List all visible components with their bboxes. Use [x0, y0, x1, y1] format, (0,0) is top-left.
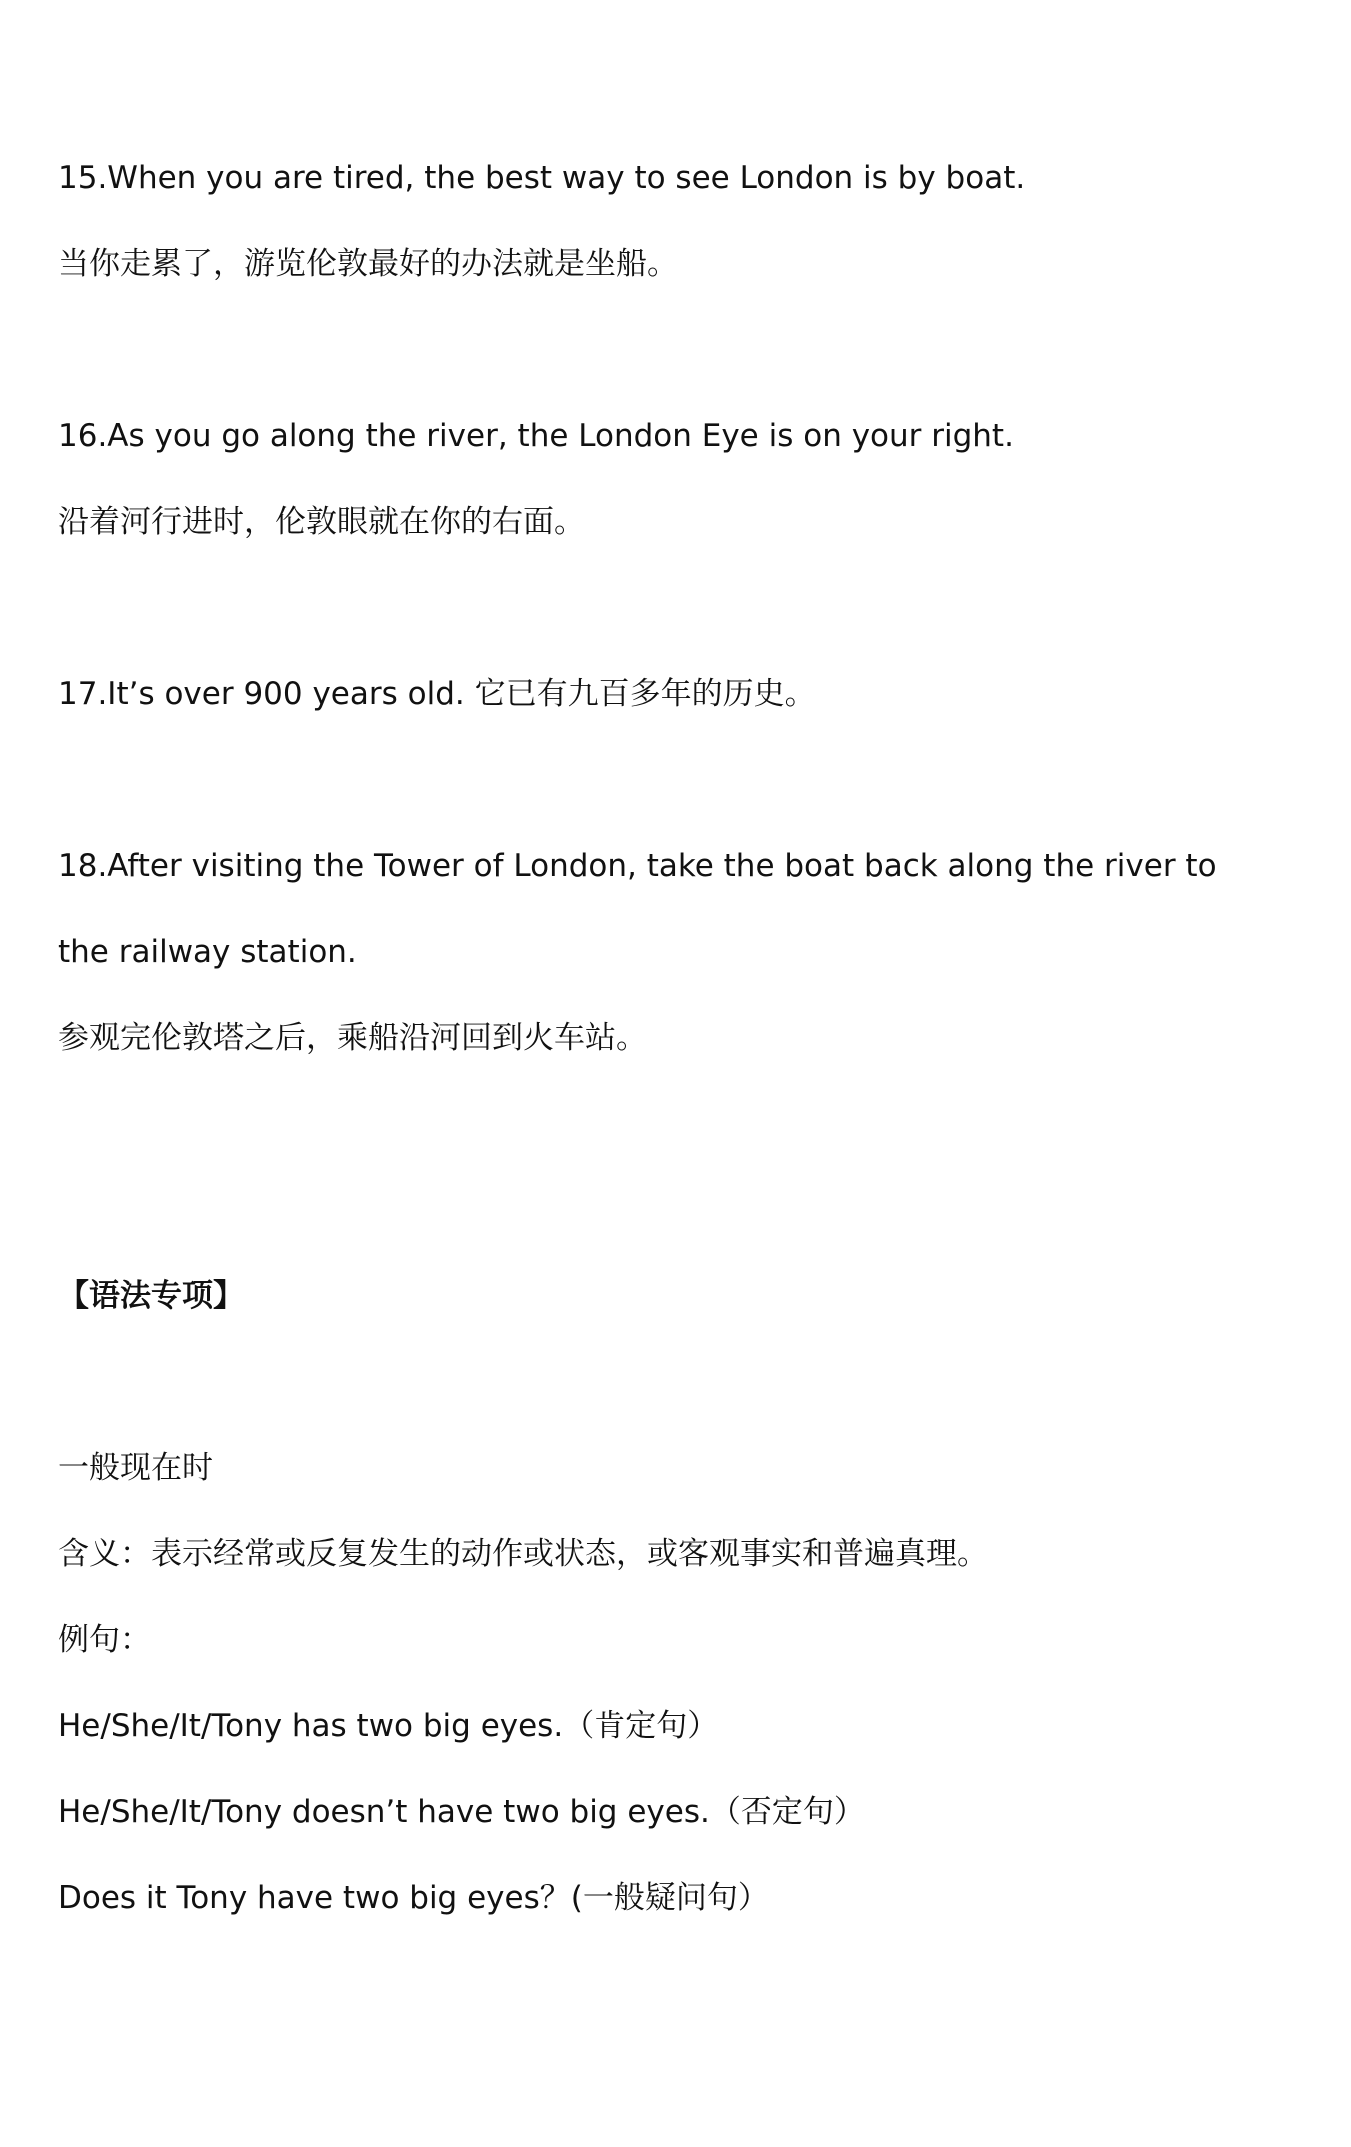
sentence-15-english: 15.When you are tired, the best way to see London is by boat. — [58, 160, 1026, 196]
grammar-example-question: Does it Tony have two big eyes？(一般疑问句） — [58, 1880, 769, 1916]
sentence-15-chinese: 当你走累了，游览伦敦最好的办法就是坐船。 — [58, 246, 678, 282]
sentence-16-english: 16.As you go along the river, the London Eye is on your right. — [58, 418, 1014, 454]
grammar-topic: 一般现在时 — [58, 1450, 213, 1486]
grammar-examples-label: 例句： — [58, 1622, 151, 1658]
sentence-18-english-line1: 18.After visiting the Tower of London, take the boat back along the river to — [58, 848, 1217, 884]
grammar-meaning: 含义：表示经常或反复发生的动作或状态，或客观事实和普遍真理。 — [58, 1536, 988, 1572]
sentence-17: 17.It’s over 900 years old. 它已有九百多年的历史。 — [58, 676, 816, 712]
grammar-section-title: 【语法专项】 — [58, 1278, 244, 1314]
grammar-example-negative: He/She/It/Tony doesn’t have two big eyes.（否定句） — [58, 1794, 865, 1830]
grammar-example-affirmative: He/She/It/Tony has two big eyes.（肯定句） — [58, 1708, 719, 1744]
sentence-18-english-line2: the railway station. — [58, 934, 357, 970]
sentence-18-chinese: 参观完伦敦塔之后，乘船沿河回到火车站。 — [58, 1020, 647, 1056]
sentence-16-chinese: 沿着河行进时，伦敦眼就在你的右面。 — [58, 504, 585, 540]
